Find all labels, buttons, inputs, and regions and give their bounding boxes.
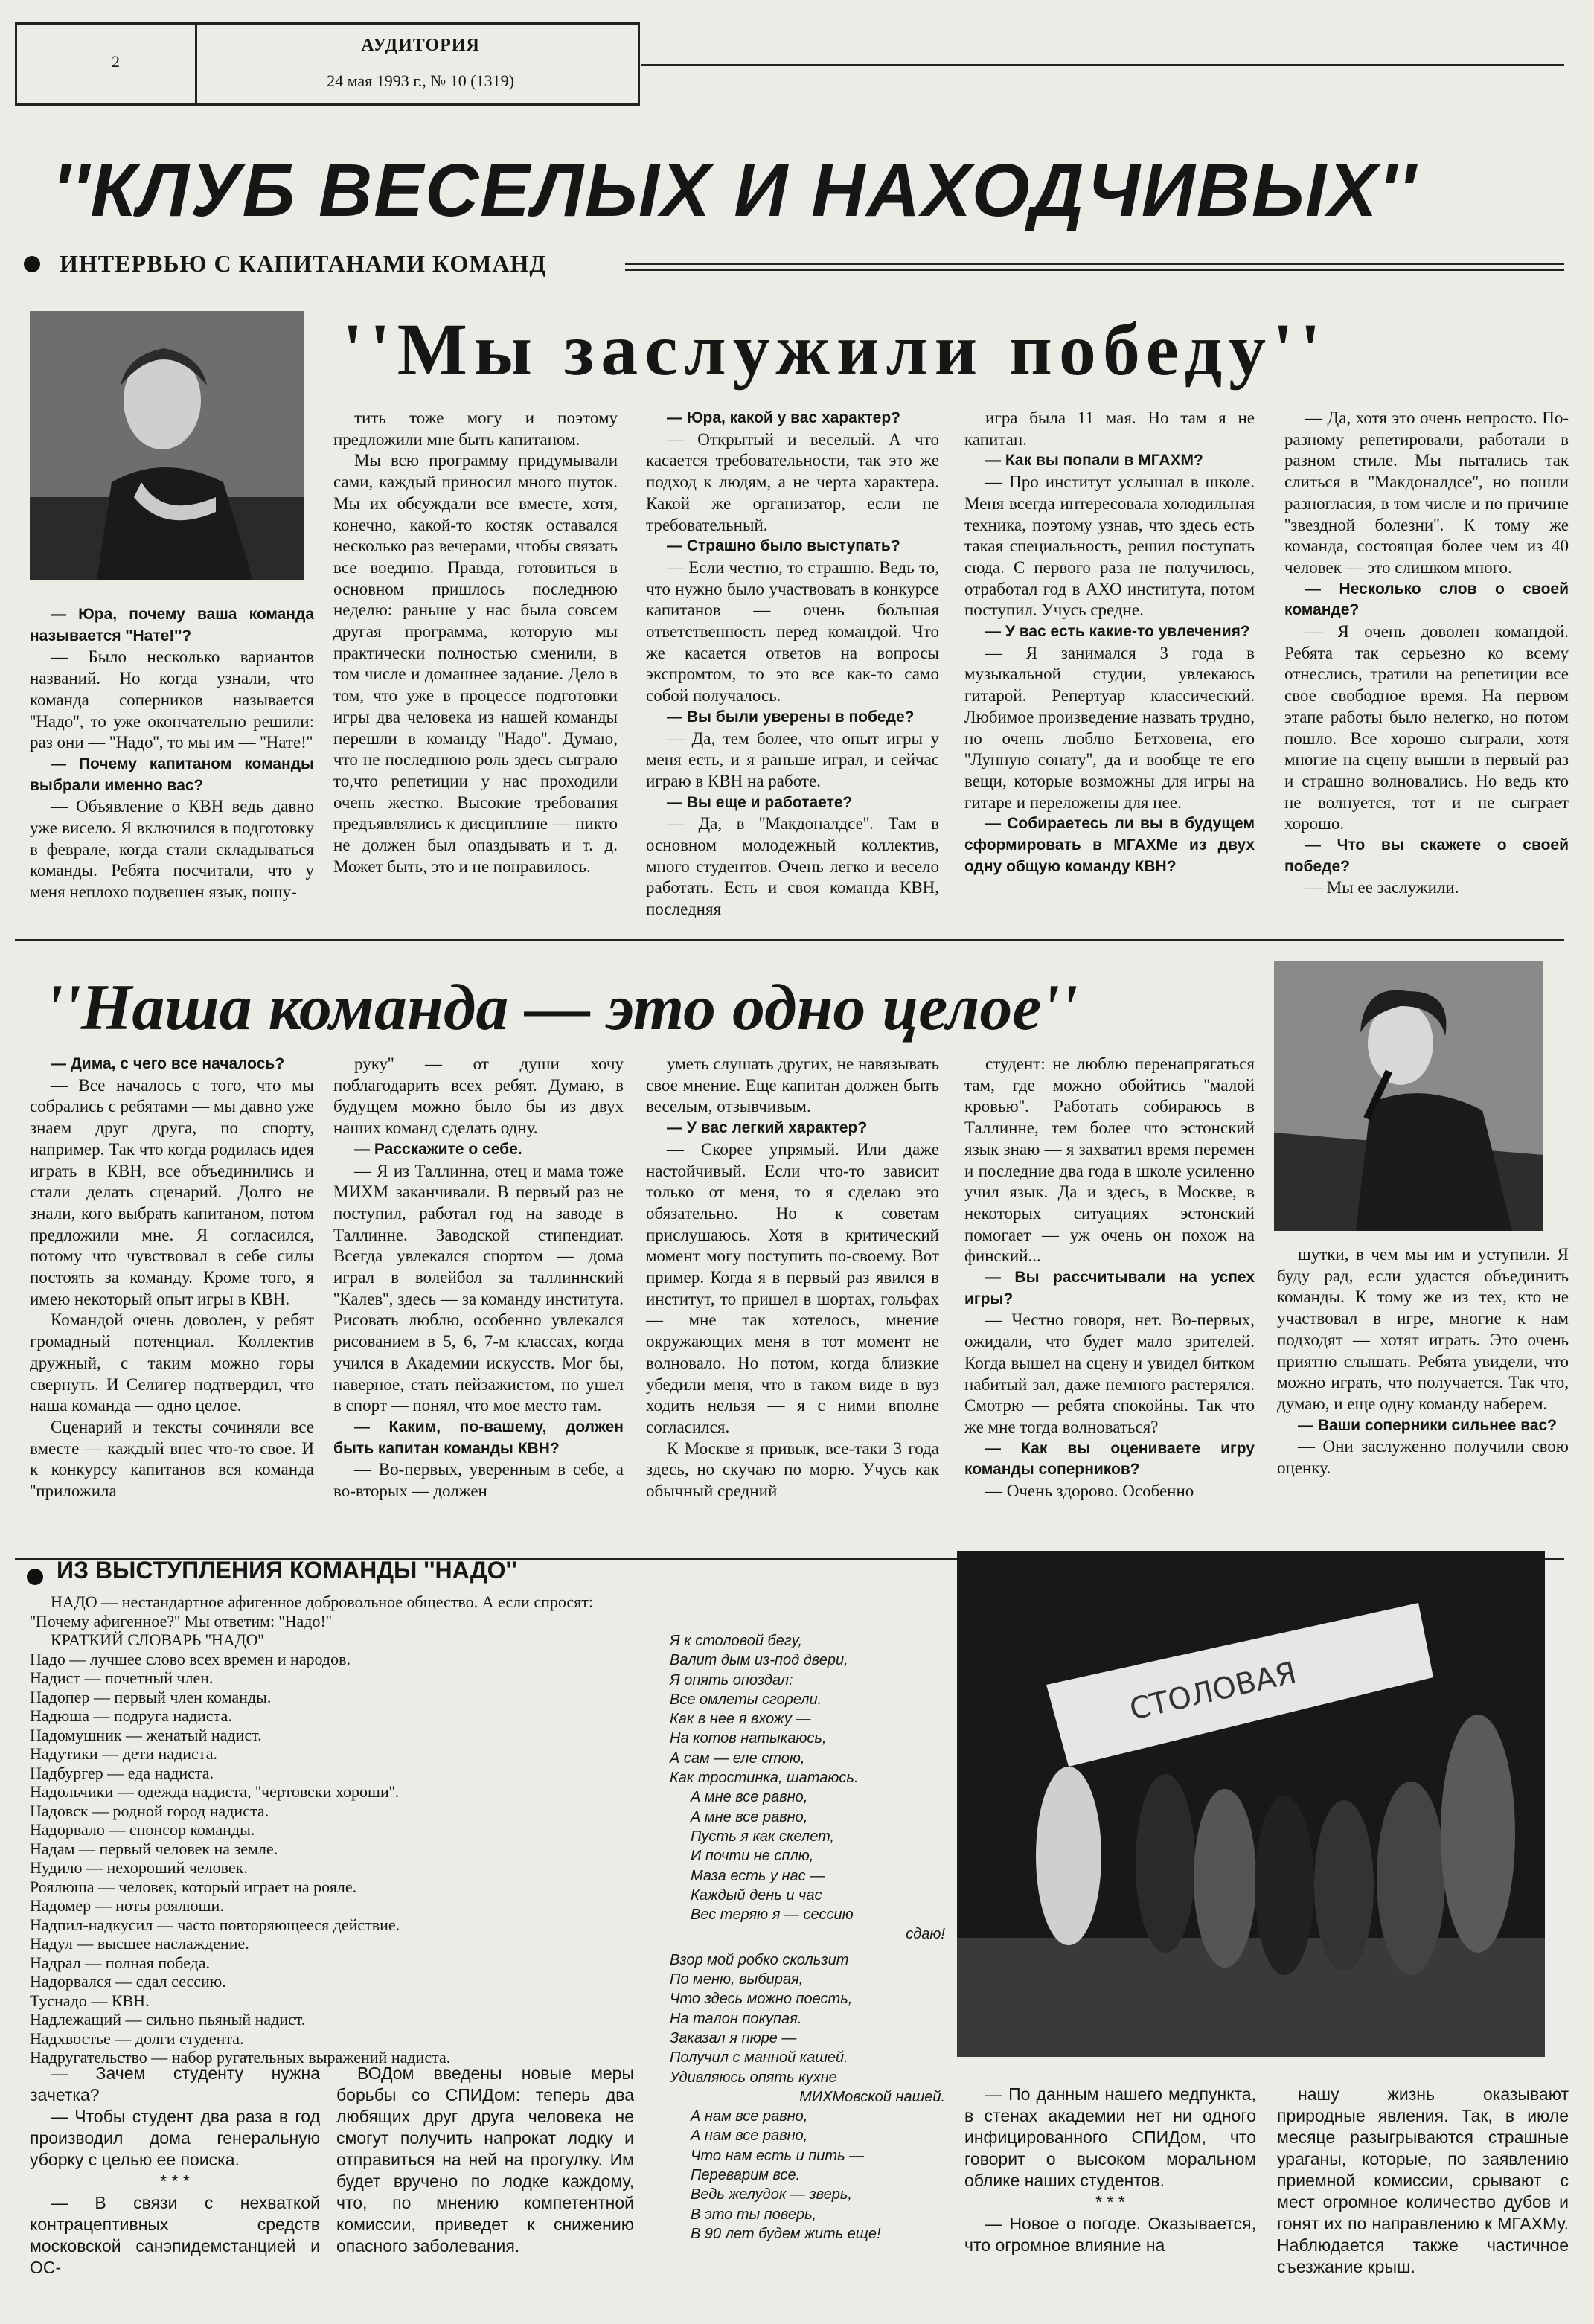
article2-title: ''Наша команда — это одно целое'' [45,972,1078,1044]
poem-line: Что нам есть и пить — [691,2147,865,2164]
question-paragraph: — Дима, с чего все началось? [51,1055,285,1072]
nado-intro-text: НАДО — нестандартное афигенное добровольное общество. А если спросят: ''Почему афигенное?'' Мы ответим: ''Надо!'' [30,1592,594,1630]
text-paragraph: тить тоже могу и поэтому предложили мне быть капитаном. [333,409,618,449]
poem-line: МИХМовской нашей. [799,2088,945,2105]
bullet-icon [24,256,40,272]
bottom-col3 [964,2084,1256,2256]
article2-col2 [333,1054,624,1551]
dictionary-title: КРАТКИЙ СЛОВАРЬ ''НАДО'' [51,1630,264,1649]
question-paragraph: — Вы еще и работаете? [667,793,853,811]
nado-intro [30,1592,640,2067]
poem-line: Каждый день и час [691,1886,822,1904]
text-paragraph: — Все началось с того, что мы собрались с ребятами — мы давно уже знаем друг друга, по спорту, например. Так что когда родилась идея играть в КВН, все объединились и стали делать сценарий. Долго не знали, кого выбрать капитаном, потом предложили мне. Я согласился, потому что чувствовал в себе силы постоять за команду. Кроме того, я имею некоторый опыт игры в КВН. [30,1075,314,1308]
poem-line: А нам все равно, [691,2108,808,2125]
bottom-col1 [30,2063,320,2279]
article1-col1 [30,604,314,932]
section3-heading: ИЗ ВЫСТУПЛЕНИЯ КОМАНДЫ ''НАДО'' [57,1557,517,1584]
text-paragraph: — Мы ее заслужили. [1305,878,1459,897]
dictionary-entry: Надругательство — набор ругательных выражений надиста. [30,2048,451,2067]
masthead-divider [195,22,197,106]
dictionary-entry: Надул — высшее наслаждение. [30,1934,249,1953]
section-rule-1 [15,939,1564,941]
text-paragraph: — В связи с нехваткой контрацептивных средств московской санэпидемстанцией и ОС- [30,2193,320,2277]
question-paragraph: — Вы рассчитывали на успех игры? [964,1269,1255,1307]
poem-line: Что здесь можно поесть, [670,1991,853,2008]
poem-line: Заказал я пюре — [670,2029,797,2046]
text-paragraph: — Я занимался 3 года в музыкальной студии, увлекаюсь гитарой. Репертуар классический. Любимое произведение назвать трудно, но очень люблю Бетховена, его ''Лунную сонату'', да и вообще те его вещи, которые возможны для игры на гитаре и переложены для нее. [964,643,1255,812]
article2-col4 [964,1054,1255,1551]
poem-line: По меню, выбирая, [670,1971,804,1988]
text-paragraph: — Я очень доволен командой. Ребята так серьезно ко всему отнеслись, тратили на репетиции все свое свободное время. На первом этапе работы было нелегко, но потом пошло. Все хорошо сыграли, хотя многие на сцену вышли в первый раз и страшно волновались. Но ведь кто не волнуется, тот и не сыграет хорошо. [1284,622,1569,833]
dictionary-entry: Нудило — нехороший человек. [30,1858,248,1877]
dictionary-list [30,1650,640,2067]
question-paragraph: — Расскажите о себе. [354,1140,522,1158]
question-paragraph: — Юра, почему ваша команда называется ''Нате!''? [30,606,314,644]
poem-line: Я к столовой бегу, [670,1633,802,1649]
dictionary-entry: Надорвало — спонсор команды. [30,1820,255,1839]
text-paragraph: Мы всю программу придумывали сами, каждый приносил много шуток. Мы их обсуждали все вместе, хотя, конечно, какой-то костяк оставался несколько раз вечерами, чтобы связать все воедино. Правда, готовиться в основном пришлось последнюю неделю: раньше у нас была совсем другая программа, которую мы практически полностью сменили, в том числе и домашнее задание. Дело в том, что уже в процессе подготовки игры два человека из нашей команды перешли в команду ''Надо''. Думаю, что не последнюю роль здесь сыграло то,что репетиции у нас проходили очень жестко. Высокие требования предъявлялись к дисциплине — никто не должен был опаздывать и т. д. Может быть, это и не понравилось. [333,451,618,876]
paper-name: АУДИТОРИЯ [361,36,480,55]
article1-title: ''Мы заслужили победу'' [342,308,1328,391]
text-paragraph: — Да, в ''Макдоналдсе''. Там в основном молодежный коллектив, много студентов. Очень легко и весело работать. Есть и своя команда КВН, последняя [646,814,939,919]
header-rule [641,64,1564,66]
dictionary-entry: Надольчики — одежда надиста, ''чертовски хороши''. [30,1782,400,1801]
separator-stars: * * * [160,2171,190,2191]
text-paragraph: — Во-первых, уверенным в себе, а во-вторых — должен [333,1460,624,1501]
dictionary-entry: Туснадо — КВН. [30,1991,150,2010]
question-paragraph: — Как вы попали в МГАХМ? [985,452,1203,470]
text-paragraph: — Было несколько вариантов названий. Но когда узнали, что команда соперников называется ''Надо'', то уже окончательно решили: раз они — ''Надо'', то мы им — ''Нате!'' [30,647,314,752]
rubric-rule [625,263,1564,271]
page-number: 2 [112,52,120,71]
poem [670,1631,945,2244]
banner-sign: СТОЛОВАЯ [1126,1655,1300,1727]
rubric-label: ИНТЕРВЬЮ С КАПИТАНАМИ КОМАНД [60,250,547,277]
bottom-col4 [1277,2084,1569,2278]
bullet-icon [27,1569,43,1585]
issue-date: 24 мая 1993 г., № 10 (1319) [327,71,514,90]
dictionary-entry: Роялюша — человек, который играет на рояле. [30,1877,357,1896]
question-paragraph: — У вас легкий характер? [667,1119,868,1137]
text-paragraph: уметь слушать других, не навязывать свое мнение. Еще капитан должен быть веселым, отзывчивым. [646,1054,939,1116]
masthead-box [15,22,640,106]
text-paragraph: игра была 11 мая. Но там я не капитан. [964,409,1255,449]
article1-col2 [333,408,618,932]
dictionary-entry: Надовск — родной город надиста. [30,1801,269,1820]
question-paragraph: — Юра, какой у вас характер? [667,409,900,426]
question-paragraph: — Почему капитаном команды выбрали именно вас? [30,755,314,794]
text-paragraph: Сценарий и тексты сочиняли все вместе — каждый внес что-то свое. И к конкурсу капитанов вся команда ''приложила [30,1417,314,1501]
text-paragraph: нашу жизнь оказывают природные явления. Так, в июле месяце разыгрываются страшные ураганы, которые, по заявлению приемной комиссии, срывают с мест огромное количество дубов и гонят их по направлению к МГАХМу. Наблюдается также частичное съезжание крыш. [1277,2084,1569,2276]
poem-line: Удивляюсь опять кухне [670,2069,837,2086]
poem-line: Пусть я как скелет, [691,1828,835,1845]
question-paragraph: — Страшно было выступать? [667,537,900,555]
poem-line: Ведь желудок — зверь, [691,2186,852,2203]
dictionary-entry: Надпил-надкусил — часто повторяющееся действие. [30,1915,400,1934]
article1-col5 [1284,408,1569,932]
poem-line: А сам — еле стою, [670,1750,805,1767]
photo-dima-captain [1274,961,1543,1231]
dictionary-entry: Надо — лучшее слово всех времен и народов. [30,1649,351,1668]
question-paragraph: — Вы были уверены в победе? [667,708,915,726]
text-paragraph: — Да, тем более, что опыт игры у меня есть, и я раньше играл, и сейчас играю в КВН на работе. [646,729,939,790]
question-paragraph: — Каким, по-вашему, должен быть капитан команды КВН? [333,1418,624,1457]
poem-line: А мне все равно, [691,1789,808,1806]
question-paragraph: — Как вы оцениваете игру команды соперников? [964,1439,1255,1479]
poem-line: На талон покупая. [670,2010,802,2027]
main-title: ''КЛУБ ВЕСЕЛЫХ И НАХОДЧИВЫХ'' [52,149,1418,232]
poem-line: Как в нее я вхожу — [670,1711,811,1728]
dictionary-entry: Надлежащий — сильно пьяный надист. [30,2010,306,2029]
dictionary-entry: Надутики — дети надиста. [30,1744,217,1763]
text-paragraph: — Если честно, то страшно. Ведь то, что нужно было участвовать в конкурсе капитанов — очень большая ответственность перед командой. Что же касается ответов на вопросы экспромтом, то это все как-то само собой получалось. [646,557,939,705]
poem-line: Маза есть у нас — [691,1867,825,1884]
article2-col3 [646,1054,939,1551]
question-paragraph: — У вас есть какие-то увлечения? [985,623,1250,641]
text-paragraph: — Скорее упрямый. Или даже настойчивый. Если что-то зависит только от меня, то я сделаю это обязательно. Но к советам прислушаюсь. Хотя в критический момент могу поступить по-своему. Вот пример. Когда я в первый раз явился в институт, то пришел в шортах, гольфах — мне так хотелось, мнение окружающих меня в тот момент не волновало. Но потом, когда близкие убедили меня, что в таком виде в вуз ходить нельзя — я с ними вполне согласился. [646,1139,939,1436]
poem-line: А мне все равно, [691,1808,808,1825]
text-paragraph: руку'' — от души хочу поблагодарить всех ребят. Думаю, в будущем можно было бы из двух наших команд сделать одну. [333,1054,624,1138]
poem-line: Все омлеты сгорели. [670,1691,822,1708]
text-paragraph: студент: не люблю перенапрягаться там, где можно обойтись ''малой кровью''. Работать собираюсь в Таллинне, тем более что эстонский язык знаю — я захватил время перемен и последние два года в школе усиленно учил язык. Да и здесь, в Москве, в некоторых ситуациях эстонский помогает — уж очень он похож на финский... [964,1054,1255,1266]
article2-col1 [30,1054,314,1551]
poem-line: Переварим все. [691,2167,801,2184]
text-paragraph: Командой очень доволен, у ребят громадный потенциал. Коллектив дружный, с таким можно горы свернуть. И Селигер подтвердил, что наша команда — одно целое. [30,1310,314,1415]
poem-line: И почти не сплю, [691,1848,814,1865]
poem-line: В это ты поверь, [691,2206,817,2223]
dictionary-entry: Надам — первый человек на земле. [30,1839,278,1858]
poem-line: Получил с манной кашей. [670,2049,848,2067]
question-paragraph: — Несколько слов о своей команде? [1284,580,1569,619]
text-paragraph: — Объявление о КВН ведь давно уже висело. Я включился в подготовку в феврале, когда стали складываться команды. Ребята посчитали, что у меня неплохо подвешен язык, пошу- [30,797,314,902]
poem-line: сдаю! [906,1926,945,1943]
dictionary-entry: Надомер — ноты роялюши. [30,1896,224,1915]
article1-col4 [964,408,1255,932]
poem-line: Валит дым из-под двери, [670,1652,848,1669]
dictionary-entry: Надорвался — сдал сессию. [30,1972,226,1991]
text-paragraph: — Новое о погоде. Оказывается, что огромное влияние на [964,2214,1256,2255]
photo-team-on-stage [957,1551,1545,2057]
text-paragraph: шутки, в чем мы им и уступили. Я буду рад, если удастся объединить команды. К тому же из тех, кто не участвовал в игре, многие к нам подходят — хотят играть. Это очень приятно слышать. Ребята увидели, что можно играть, что получается. Так что, думаю, и еще одну команду наберем. [1277,1245,1569,1413]
bottom-col2 [336,2063,634,2257]
text-paragraph: ВОДом введены новые меры борьбы со СПИДом: теперь два любящих друг друга человека не смогут получить напрокат лодку и отправиться на ней на прогулку. Им будет вручено по лодке каждому, что, по мнению компетентной комиссии, приведет к снижению опасного заболевания. [336,2064,634,2256]
poem-line: А нам все равно, [691,2128,808,2145]
text-paragraph: — Честно говоря, нет. Во-первых, ожидали, что будет мало зрителей. Когда вышел на сцену и увидел битком набитый зал, даже немного растерялся. Смотрю — ребята спокойны. Так что же мне тогда волноваться? [964,1310,1255,1436]
text-paragraph: — Зачем студенту нужна зачетка? [30,2064,320,2104]
poem-line: На котов натыкаюсь, [670,1730,827,1747]
poem-line: Как тростинка, шатаюсь. [670,1770,859,1787]
dictionary-entry: Надомушник — женатый надист. [30,1725,262,1744]
photo-yura-captain [30,311,304,580]
text-paragraph: — Очень здорово. Особенно [985,1482,1194,1501]
poem-line: Я опять опоздал: [670,1671,793,1688]
dictionary-entry: Надист — почетный член. [30,1668,214,1687]
poem-line: В 90 лет будем жить еще! [691,2225,881,2242]
dictionary-entry: Надхвостье — долги студента. [30,2029,244,2048]
text-paragraph: — Про институт услышал в школе. Меня всегда интересовала холодильная техника, поэтому узнав, что здесь есть такая специальность, решил поступать сюда. С первого раза не получилось, отработал год в АХО института, потом поступил. Учусь средне. [964,473,1255,620]
text-paragraph: — Я из Таллинна, отец и мама тоже МИХМ заканчивали. В первый раз не поступил, работал год на заводе в Таллинне. Заводской стипендиат. Всегда увлекался спортом — дома играл в волейбол за таллиннский ''Калев'', здесь — за команду института. Рисовать люблю, особенно увлекался рисованием в 5, 6, 7-м классах, когда учился в Академии искусств. Мог бы, наверное, стать пейзажистом, но ушел в спорт — понял, что мое место там. [333,1161,624,1415]
article1-col3 [646,408,939,932]
separator-stars: * * * [1095,2192,1125,2212]
poem-line: Взор мой робко скользит [670,1951,849,1968]
question-paragraph: — Собираетесь ли вы в будущем сформировать в МГАХМе из двух одну общую команду КВН? [964,815,1255,875]
dictionary-entry: Надрал — полная победа. [30,1953,211,1972]
text-paragraph: — Они заслуженно получили свою оценку. [1277,1437,1569,1478]
text-paragraph: — Открытый и веселый. А что касается требовательности, так это же подход к людям, а не черта характера. Какой же организатор, если не требовательный. [646,429,939,534]
text-paragraph: К Москве я привык, все-таки 3 года здесь, но скучаю по морю. Учусь как обычный средний [646,1438,939,1501]
text-paragraph: — Чтобы студент два раза в год производил дома генеральную уборку с целью ее поиска. [30,2107,320,2169]
dictionary-entry: Надопер — первый член команды. [30,1687,272,1706]
article2-col5 [1277,1244,1569,1551]
text-paragraph: — Да, хотя это очень непросто. По-разному репетировали, работали в разном стиле. Мы пытались так слиться в ''Макдоналдсе'', но пошли разногласия, в том числе и по причине ''звездной болезни''. К тому же команда, состоящая более чем из 40 человек — это слишком много. [1284,409,1569,577]
poem-line: Вес теряю я — сессию [691,1907,854,1924]
dictionary-entry: Надбургер — еда надиста. [30,1763,214,1782]
dictionary-entry: Надюша — подруга надиста. [30,1706,232,1725]
text-paragraph: — По данным нашего медпункта, в стенах академии нет ни одного инфицированного СПИДом, что говорит о высоком моральном облике наших студентов. [964,2084,1256,2190]
question-paragraph: — Что вы скажете о своей победе? [1284,836,1569,875]
question-paragraph: — Ваши соперники сильнее вас? [1298,1416,1558,1434]
